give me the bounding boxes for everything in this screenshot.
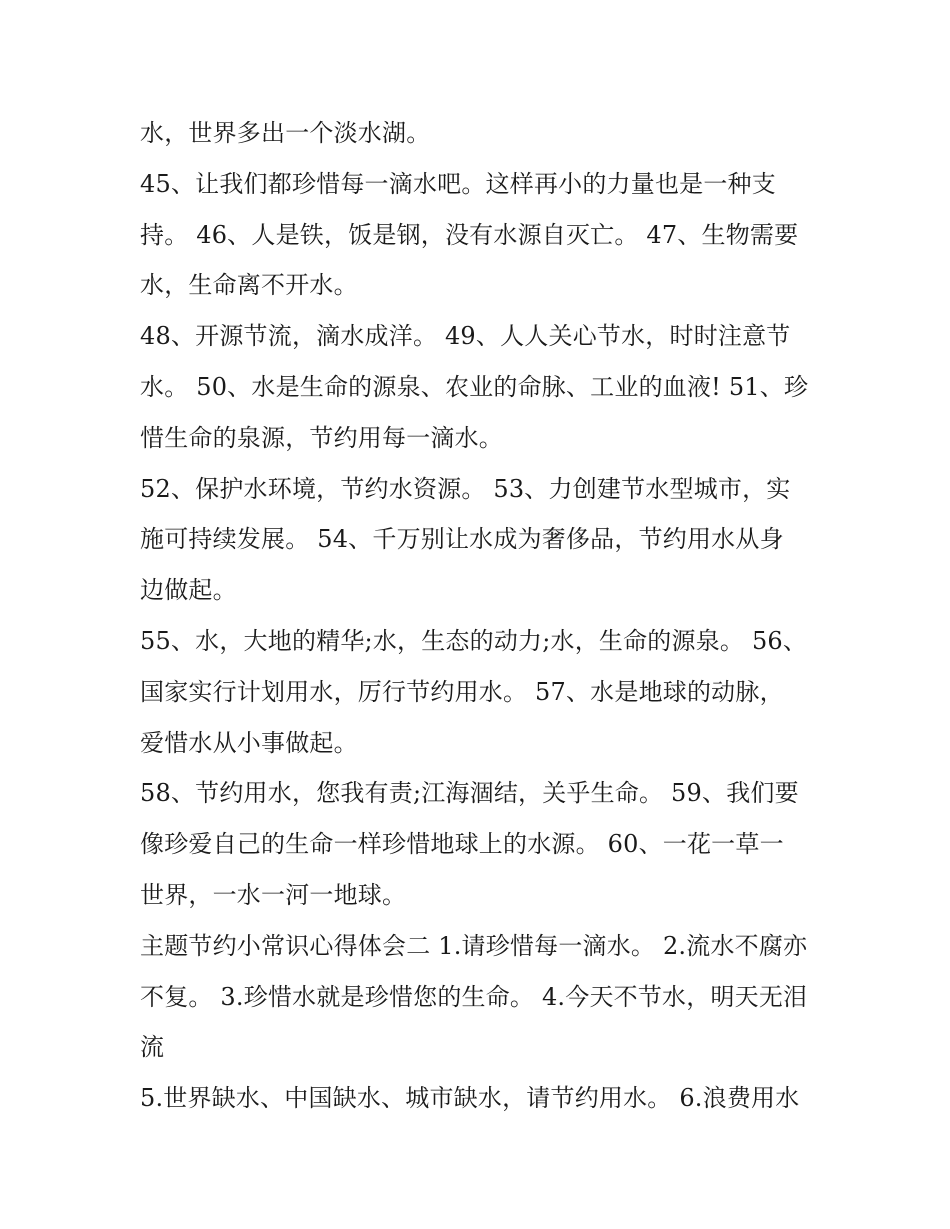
text-line: 52、保护水环境，节约水资源。 53、力创建节水型城市，实 [140,474,791,503]
text-line: 施可持续发展。 54、千万别让水成为奢侈品，节约用水从身 [140,525,784,554]
text-line: 边做起。 [140,576,237,605]
text-line: 水，世界多出一个淡水湖。 [140,119,431,147]
document-body [140,108,820,1124]
text-line: 惜生命的泉源，节约用每一滴水。 [140,423,503,452]
text-line: 不复。 3.珍惜水就是珍惜您的生命。 4.今天不节水，明天无泪 [140,982,808,1011]
text-line: 国家实行计划用水，厉行节约用水。 57、水是地球的动脉， [140,677,784,706]
text-line: 像珍爱自己的生命一样珍惜地球上的水源。 60、一花一草一 [140,830,784,859]
text-line: 主题节约小常识心得体会二 1.请珍惜每一滴水。 2.流水不腐亦 [140,931,808,960]
text-line: 58、节约用水，您我有责;江海涸结，关乎生命。 59、我们要 [140,779,799,808]
text-line: 55、水，大地的精华;水，生态的动力;水，生命的源泉。 56、 [140,626,808,655]
text-line: 水。 50、水是生命的源泉、农业的命脉、工业的血液! 51、珍 [140,372,809,401]
text-line: 5.世界缺水、中国缺水、城市缺水，请节约用水。 6.浪费用水 [140,1084,800,1113]
text-line: 48、开源节流，滴水成洋。 49、人人关心节水，时时注意节 [140,322,791,351]
text-line: 爱惜水从小事做起。 [140,728,358,757]
text-line: 水，生命离不开水。 [140,271,358,300]
text-line: 流 [140,1033,165,1062]
text-line: 世界，一水一河一地球。 [140,880,407,909]
text-line: 45、让我们都珍惜每一滴水吧。这样再小的力量也是一种支 [140,169,776,198]
text-line: 持。 46、人是铁，饭是钢，没有水源自灭亡。 47、生物需要 [140,220,799,249]
